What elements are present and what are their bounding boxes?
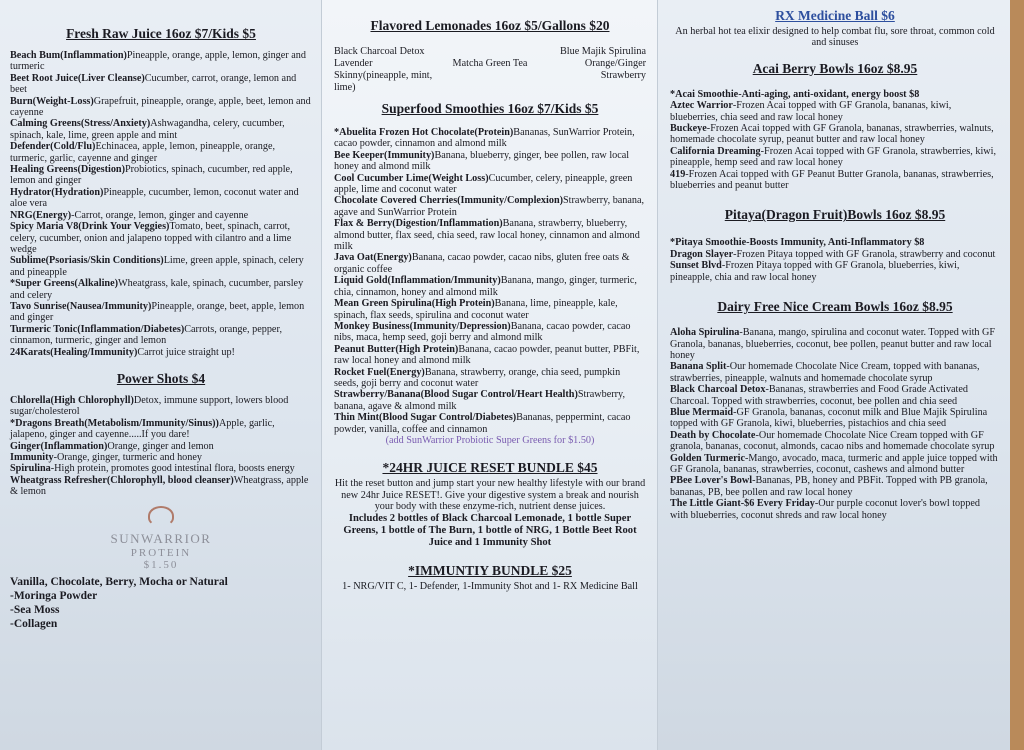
- acai-item-name: Aztec Warrior: [670, 100, 733, 112]
- smoothie-item: [334, 218, 646, 252]
- smoothie-item-desc: Strawberry, banana, agave and SunWarrior Protein: [334, 195, 645, 218]
- logo-word: SUNWARRIOR: [110, 530, 212, 546]
- acai-section-title: Acai Berry Bowls 16oz $8.95: [752, 60, 918, 76]
- shot-item-desc: -Orange, ginger, turmeric and honey: [53, 452, 202, 463]
- juice-item-desc: Probiotics, spinach, cucumber, red apple, lemon and ginger: [10, 164, 293, 187]
- juice-item-desc: Lime, green apple, spinach, celery and pineapple: [10, 255, 304, 278]
- nice-cream-item-desc: -Our homemade Chocolate Nice Cream, topped with bananas, strawberries, pineapple, walnuts and homemade chocolate syrup: [670, 361, 980, 384]
- smoothie-item: [334, 150, 646, 173]
- nice-cream-item-name: PBee Lover's Bowl: [670, 475, 753, 487]
- smoothie-item-name: Monkey Business(Immunity/Depression): [334, 320, 511, 332]
- shot-item-desc: Orange, ginger and lemon: [107, 440, 214, 452]
- juice-item: [10, 50, 312, 73]
- acai-item-name: 419: [670, 168, 686, 180]
- juice-list: [10, 50, 312, 358]
- acai-item: [670, 169, 1000, 192]
- nice-cream-item-name: Banana Split: [670, 361, 727, 373]
- acai-item: [670, 89, 1000, 100]
- smoothie-item: [334, 367, 646, 390]
- acai-item: [670, 100, 1000, 123]
- pitaya-item-name: Sunset Blvd: [670, 260, 722, 272]
- logo-price: $1.50: [143, 558, 179, 571]
- nice-cream-item-name: Blue Mermaid: [670, 406, 734, 418]
- juice-item: [10, 141, 312, 164]
- pitaya-list: [670, 237, 1000, 283]
- pitaya-section-title: Pitaya(Dragon Fruit)Bowls 16oz $8.95: [724, 207, 946, 223]
- juice-item-desc: Tomato, beet, spinach, carrot, celery, cucumber, onion and jalapeno topped with cilantro and a lime wedge: [10, 221, 292, 255]
- shot-item: [10, 418, 312, 441]
- nice-cream-item-desc: -Mango, avocado, maca, turmeric and apple juice topped with GF Granola, bananas, strawberries, coconut, cashews and almond butter: [670, 452, 998, 475]
- juice-item-desc: Wheatgrass, kale, spinach, cucumber, parsley and celery: [10, 278, 304, 301]
- shot-item: [10, 463, 312, 474]
- smoothie-item-desc: Banana, cacao powder, cacao nibs, maca, hemp seed, goji berry and almond milk: [334, 320, 631, 344]
- nice-cream-item-desc: -Banana, mango, spirulina and coconut water. Topped with GF Granola, bananas, blueberries, coconut, bee pollen, peanut butter and raw local honey: [670, 327, 996, 361]
- smoothie-item: [334, 252, 646, 275]
- smoothie-item-name: *Abuelita Frozen Hot Chocolate(Protein): [334, 127, 514, 138]
- acai-item-name: Buckeye: [670, 123, 707, 135]
- smoothie-item-desc: Banana, cacao powder, peanut butter, PBFit, raw local honey and almond milk: [334, 343, 640, 367]
- juice-item: [10, 96, 312, 119]
- addon-item: -Sea Moss: [10, 603, 60, 616]
- pitaya-item-desc: -Frozen Pitaya topped with GF Granola, strawberry and coconut: [733, 248, 996, 260]
- juice-item: [10, 164, 312, 187]
- juice-item-desc: Carrots, orange, pepper, cinnamon, turmeric, ginger and lemon: [10, 323, 282, 347]
- smoothie-item: [334, 321, 646, 344]
- sunwarrior-logo-icon: [148, 506, 174, 526]
- shots-list: [10, 395, 312, 498]
- shot-item-desc: -High protein, promotes good intestinal flora, boosts energy: [50, 463, 295, 475]
- smoothie-item-name: Bee Keeper(Immunity): [334, 149, 435, 161]
- juice-item-desc: Pineapple, orange, beet, apple, lemon and ginger: [10, 300, 305, 324]
- juice-item: [10, 324, 312, 347]
- juice-item: [10, 278, 312, 301]
- smoothie-item-name: Thin Mint(Blood Sugar Control/Diabetes): [334, 412, 517, 424]
- acai-item-desc: -Frozen Acai topped with GF Granola, bananas, strawberries, walnuts, homemade chocolate syrup, peanut butter and raw local honey: [670, 123, 994, 146]
- shot-item-name: Ginger(Inflammation): [10, 440, 108, 452]
- shots-section-title: Power Shots $4: [116, 370, 206, 386]
- smoothie-item: [334, 344, 646, 367]
- juice-item: [10, 301, 312, 324]
- smoothie-item-desc: Banana, cacao powder, cacao nibs, gluten free oats & organic coffee: [334, 252, 630, 275]
- shot-item-name: Immunity: [10, 452, 54, 463]
- nice-cream-item: [670, 475, 1000, 498]
- nice-cream-item-name: Black Charcoal Detox: [670, 384, 766, 396]
- nice-cream-item-desc: -Our homemade Chocolate Nice Cream topped with GF granola, bananas, coconut, almonds, cacao nibs and homemade chocolate syrup: [670, 429, 995, 453]
- nice-cream-list: [670, 327, 1000, 521]
- shot-item: [10, 475, 312, 498]
- juice-item-name: Calming Greens(Stress/Anxiety): [10, 118, 151, 130]
- nice-cream-item: [670, 453, 1000, 476]
- nice-cream-item-desc: -Bananas, PB, honey and PBFit. Topped with PB granola, bananas, PB, bee pollen and raw local honey: [670, 475, 988, 498]
- juice-item: [10, 118, 312, 141]
- juice-item-name: *Super Greens(Alkaline): [10, 278, 119, 290]
- nice-cream-item: [670, 361, 1000, 384]
- shot-item-desc: Wheatgrass, apple & lemon: [10, 474, 309, 498]
- pitaya-item-desc: -Frozen Pitaya topped with GF Granola, blueberries, kiwi, pineapple, chia and raw local honey: [670, 260, 960, 283]
- nice-cream-item-desc: -Bananas, strawberries and Food Grade Activated Charcoal. Topped with strawberries, coconut, bee pollen and chia seed: [670, 384, 969, 407]
- shot-item: [10, 452, 312, 463]
- smoothie-item-desc: Bananas, peppermint, cacao powder, vanilla, coffee and cinnamon: [334, 412, 631, 435]
- pitaya-item: [670, 249, 1000, 260]
- juice-item: [10, 210, 312, 221]
- smoothie-item-desc: Banana, blueberry, ginger, bee pollen, raw local honey and almond milk: [334, 149, 630, 173]
- smoothie-item-desc: Strawberry, banana, agave & almond milk: [334, 389, 625, 412]
- juice-item-desc: -Carrot, orange, lemon, ginger and cayenne: [71, 209, 249, 221]
- lemonade-item: [438, 70, 542, 94]
- nice-cream-item-name: Golden Turmeric: [670, 452, 745, 464]
- smoothie-item-name: Peanut Butter(High Protein): [334, 343, 459, 355]
- smoothie-item-name: Flax & Berry(Digestion/Inflammation): [334, 218, 503, 230]
- immunity-bundle-desc: 1- NRG/VIT C, 1- Defender, 1-Immunity Shot and 1- RX Medicine Ball: [342, 580, 638, 592]
- juice-item-name: Defender(Cold/Flu): [10, 141, 96, 153]
- table-edge: [1010, 0, 1024, 750]
- acai-item: [670, 123, 1000, 146]
- juice-item: [10, 221, 312, 255]
- juice-item: [10, 347, 312, 358]
- juice-item-name: Healing Greens(Digestion): [10, 164, 125, 176]
- nice-cream-item-desc: -Our purple coconut lover's bowl topped with blueberries, coconut shreds and raw local honey: [670, 498, 980, 521]
- lemonade-item: [438, 46, 542, 58]
- smoothie-item-desc: Banana, lime, pineapple, kale, spinach, flax seeds, spirulina and coconut water: [334, 298, 618, 321]
- juice-item-desc: Pineapple, orange, apple, lemon, ginger and turmeric: [10, 50, 306, 73]
- smoothie-item-desc: Banana, strawberry, orange, chia seed, pumpkin seeds, goji berry and coconut water: [334, 366, 621, 389]
- acai-list: [670, 89, 1000, 192]
- nice-cream-item: [670, 407, 1000, 430]
- juice-item-name: NRG(Energy): [10, 209, 72, 221]
- smoothie-item-desc: Bananas, SunWarrior Protein, cacao powder, cinnamon and almond milk: [334, 127, 635, 150]
- lemonade-item: Skinny(pineapple, mint, lime): [334, 70, 433, 93]
- smoothie-item-name: Cool Cucumber Lime(Weight Loss): [334, 172, 489, 184]
- immunity-bundle-title: *IMMUNTIY BUNDLE $25: [408, 562, 572, 578]
- lemonade-item: Black Charcoal Detox: [334, 46, 425, 57]
- smoothie-item-name: Liquid Gold(Inflammation/Immunity): [334, 275, 501, 287]
- smoothie-item: [334, 195, 646, 218]
- smoothie-item: [334, 173, 646, 196]
- nice-cream-item-desc: -GF Granola, bananas, coconut milk and Blue Majik Spirulina topped with GF Granola, kiwi, blueberries, pistachios and chia seed: [670, 406, 988, 430]
- smoothie-item-name: Strawberry/Banana(Blood Sugar Control/Heart Health): [334, 389, 578, 401]
- shot-item-name: Spirulina: [10, 463, 51, 475]
- smoothie-item-name: Mean Green Spirulina(High Protein): [334, 298, 495, 310]
- smoothie-item: [334, 298, 646, 321]
- nice-cream-item-name: Aloha Spirulina: [670, 327, 740, 339]
- acai-item-desc: -Frozen Acai topped with GF Granola, bananas, kiwi, blueberries, chia seed and raw local honey: [670, 100, 952, 123]
- smoothie-item: [334, 127, 646, 150]
- menu-panel-middle: [322, 0, 658, 750]
- shot-item-name: *Dragons Breath(Metabolism/Immunity/Sinus)): [10, 417, 219, 429]
- pitaya-item: [670, 260, 1000, 283]
- acai-item-name: *Acai Smoothie-Anti-aging, anti-oxidant, energy boost $8: [670, 88, 920, 100]
- sunwarrior-logo: [10, 506, 312, 571]
- reset-bundle-title: *24HR JUICE RESET BUNDLE $45: [382, 460, 598, 476]
- smoothie-item: [334, 412, 646, 435]
- juice-item-name: Turmeric Tonic(Inflammation/Diabetes): [10, 323, 185, 335]
- lemonade-item: Orange/Ginger: [584, 58, 646, 69]
- juice-item-desc: Pineapple, cucumber, lemon, coconut water and aloe vera: [10, 186, 299, 210]
- nice-cream-item-name: The Little Giant-$6 Every Friday: [670, 498, 815, 510]
- reset-bundle-desc: Hit the reset button and jump start your new healthy lifestyle with our brand new 24hr Juice RESET!. Give your digestive system a break and nourish your body with these enzyme-rich, nutrient dense juices.: [334, 478, 646, 513]
- pitaya-item: [670, 237, 1000, 248]
- pitaya-item-name: Dragon Slayer: [670, 248, 734, 260]
- smoothie-item-desc: Banana, mango, ginger, turmeric, chia, cinnamon, honey and almond milk: [334, 275, 637, 298]
- nice-cream-item: [670, 430, 1000, 453]
- juice-item-name: Sublime(Psoriasis/Skin Conditions): [10, 255, 164, 267]
- juice-section-title: Fresh Raw Juice 16oz $7/Kids $5: [66, 26, 256, 41]
- juice-item-name: Hydrator(Hydration): [10, 186, 104, 198]
- acai-item-desc: -Frozen Acai topped with GF Granola, strawberries, kiwi, pineapple, hemp seed and raw local honey: [670, 145, 997, 169]
- acai-item-desc: -Frozen Acai topped with GF Peanut Butter Granola, bananas, strawberries, blueberries and peanut butter: [670, 168, 994, 192]
- acai-item: [670, 146, 1000, 169]
- smoothie-item: [334, 275, 646, 298]
- acai-item-name: California Dreaming: [670, 145, 761, 157]
- rx-title: RX Medicine Ball $6: [775, 8, 895, 23]
- logo-sub: PROTEIN: [130, 546, 192, 559]
- shot-item: [10, 395, 312, 418]
- smoothie-item-desc: Cucumber, celery, pineapple, green apple, lime and coconut water: [334, 172, 633, 196]
- nice-cream-item: [670, 327, 1000, 361]
- smoothie-item-name: Chocolate Covered Cherries(Immunity/Complexion): [334, 195, 563, 207]
- rx-desc: An herbal hot tea elixir designed to help combat flu, sore throat, common cold and sinuses: [675, 26, 995, 49]
- juice-item-desc: Cucumber, carrot, orange, lemon and beet: [10, 72, 297, 96]
- smoothie-section-title: Superfood Smoothies 16oz $7/Kids $5: [381, 101, 599, 116]
- juice-item: [10, 255, 312, 278]
- nice-cream-item-name: Death by Chocolate: [670, 429, 756, 441]
- shot-item-desc: Detox, immune support, lowers blood sugar/cholesterol: [10, 394, 289, 418]
- lemonade-item: Lavender: [334, 58, 373, 69]
- reset-bundle-includes: Includes 2 bottles of Black Charcoal Lemonade, 1 bottle Super Greens, 1 bottle of The Burn, 1 bottle of NRG, 1 Bottle Beet Root Juice and 1 Immunity Shot: [343, 512, 637, 548]
- nice-cream-section-title: Dairy Free Nice Cream Bowls 16oz $8.95: [717, 299, 953, 315]
- smoothie-item: [334, 389, 646, 412]
- shot-item-name: Wheatgrass Refresher(Chlorophyll, blood cleanser): [10, 474, 234, 486]
- shot-item-desc: Apple, garlic, jalapeno, ginger and cayenne.....If you dare!: [10, 417, 275, 441]
- juice-item-desc: Echinacea, apple, lemon, pineapple, orange, turmeric, garlic, cayenne and ginger: [10, 141, 276, 164]
- smoothie-item-desc: Banana, strawberry, blueberry, almond butter, flax seed, chia seed, raw local honey, cinnamon and almond milk: [334, 218, 640, 253]
- juice-item-name: Spicy Maria V8(Drink Your Veggies): [10, 221, 170, 233]
- juice-item: [10, 187, 312, 210]
- shot-item-name: Chlorella(High Chlorophyll): [10, 394, 134, 406]
- juice-item-name: Beet Root Juice(Liver Cleanse): [10, 72, 145, 84]
- addon-item: -Moringa Powder: [10, 589, 98, 602]
- juice-item-desc: Ashwagandha, celery, cucumber, spinach, kale, lime, green apple and mint: [10, 118, 285, 141]
- lemonade-list: [334, 46, 646, 94]
- shot-item: [10, 441, 312, 452]
- smoothie-item-name: Rocket Fuel(Energy): [334, 366, 425, 378]
- lemonade-item: Strawberry: [600, 70, 646, 81]
- smoothie-list: [334, 127, 646, 435]
- pitaya-item-name: *Pitaya Smoothie-Boosts Immunity, Anti-Inflammatory $8: [670, 237, 925, 249]
- lemonade-item: Matcha Green Tea: [452, 58, 528, 69]
- greens-note: (add SunWarrior Probiotic Super Greens for $1.50): [385, 434, 595, 446]
- juice-item-desc: Grapefruit, pineapple, orange, apple, beet, lemon and cayenne: [10, 95, 311, 119]
- juice-item-name: Beach Bum(Inflammation): [10, 50, 127, 61]
- addon-list: [10, 575, 312, 631]
- menu-panel-left: [0, 0, 322, 750]
- addon-item: Vanilla, Chocolate, Berry, Mocha or Natural: [10, 575, 228, 588]
- smoothie-item-name: Java Oat(Energy): [334, 252, 412, 264]
- juice-item-desc: Carrot juice straight up!: [137, 346, 235, 358]
- addon-item: -Collagen: [10, 617, 58, 630]
- juice-item-name: Burn(Weight-Loss): [10, 95, 94, 107]
- nice-cream-item: [670, 498, 1000, 521]
- juice-item-name: 24Karats(Healing/Immunity): [10, 346, 138, 358]
- lemonade-item: Blue Majik Spirulina: [559, 46, 646, 57]
- nice-cream-item: [670, 384, 1000, 407]
- lemonade-section-title: Flavored Lemonades 16oz $5/Gallons $20: [370, 18, 610, 33]
- menu-panel-right: [658, 0, 1010, 750]
- juice-item: [10, 73, 312, 96]
- juice-item-name: Tavo Sunrise(Nausea/Immunity): [10, 300, 152, 312]
